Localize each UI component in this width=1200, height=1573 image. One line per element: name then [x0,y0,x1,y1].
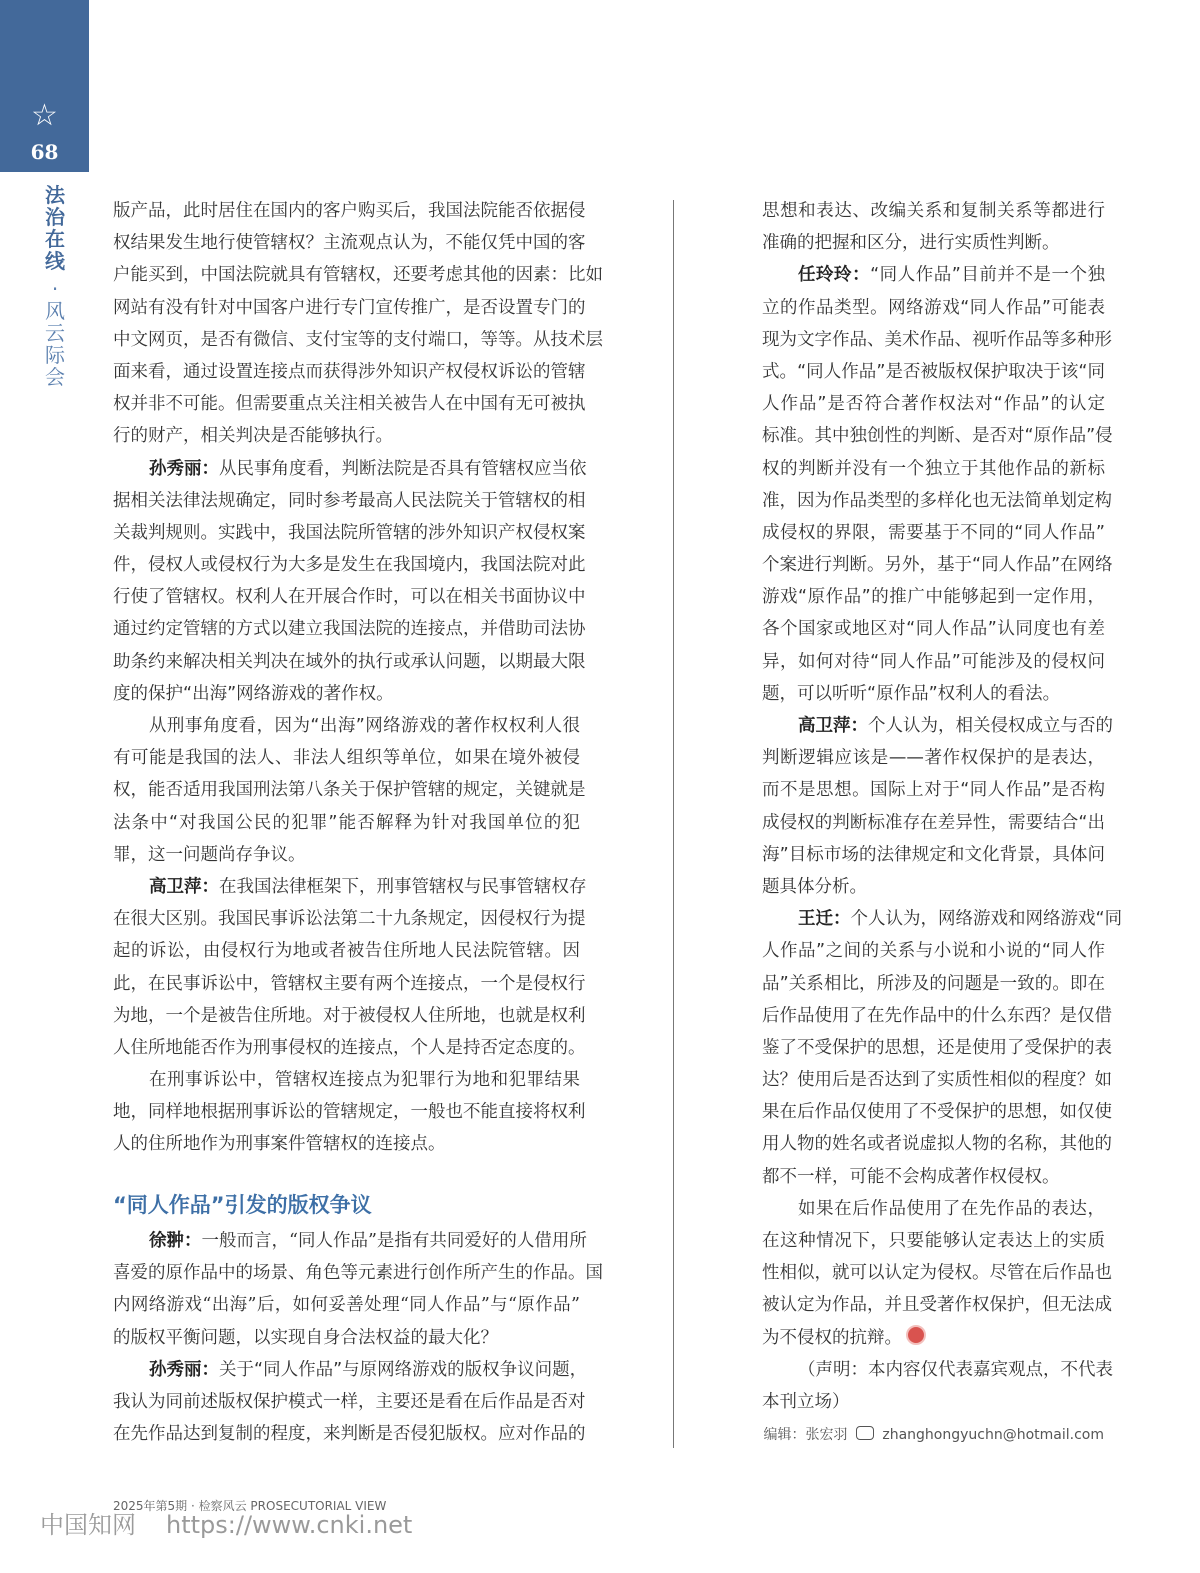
line-text: 异，如何对待“同人作品”可能涉及的侵权问 [762,651,1105,672]
text-line [113,324,603,356]
line-text: 从刑事角度看，因为“出海”网络游戏的著作权权利人很 [149,716,580,736]
text-line [113,195,586,227]
text-line [113,1000,586,1032]
line-text: 题具体分析。 [762,876,867,897]
line-text: 各个国家或地区对“同人作品”认同度也有差 [762,619,1105,640]
text-line [762,903,1123,935]
editor-label: 编辑：张宏羽 [763,1427,848,1443]
text-line [762,678,1105,710]
watermark-name: 中国知网 [40,1511,136,1539]
text-line [762,549,1113,581]
line-text: 品”关系相比，所涉及的问题是一致的。即在 [762,973,1105,994]
line-text: 式。“同人作品”是否被版权保护取决于该“同 [762,361,1105,382]
line-text: 据相关法律法规确定，同时参考最高人民法院关于管辖权的相 [113,490,586,511]
text-line [113,1418,586,1450]
paragraph [113,1225,603,1354]
line-text: 被认定为作品，并且受著作权保护，但无法成 [762,1295,1112,1316]
mail-icon [856,1426,874,1440]
line-text: 起的诉讼，由侵权行为地或者被告住所地人民法院管辖。因 [113,941,580,962]
text-line [762,807,1105,839]
line-text: 而不是思想。国际上对于“同人作品”是否构 [762,780,1105,801]
text-line [113,453,587,485]
text-line [113,485,586,517]
line-text: 人的住所地作为刑事案件管辖权的连接点。 [113,1134,446,1155]
paragraph [762,1354,1113,1418]
text-line [762,935,1105,967]
line-text: 行的财产，相关判决是否能够执行。 [113,426,393,447]
line-text: 准，因为作品类型的多样化也无法简单划定构 [762,490,1112,511]
line-text: 在很大区别。我国民事诉讼法第二十九条规定，因侵权行为提 [113,909,586,930]
line-text: 喜爱的原作品中的场景、角色等元素进行创作所产生的作品。国 [113,1263,603,1284]
line-text: 的版权平衡问题，以实现自身合法权益的最大化？ [113,1327,498,1348]
text-line [113,356,586,388]
line-text: 权结果发生地行使管辖权？主流观点认为，不能仅凭中国的客 [113,233,586,254]
end-mark-icon [906,1325,926,1345]
speaker-name: 王迁： [798,909,851,930]
text-line [762,1128,1112,1160]
text-line [113,774,586,806]
text-line [113,1096,586,1128]
line-text: 法条中“对我国公民的犯罪”能否解释为针对我国单位的犯 [113,812,580,833]
text-line [113,1128,580,1160]
text-line [762,356,1105,388]
line-text: “同人作品”目前并不是一个独 [870,265,1105,286]
line-text: 关于“同人作品”与原网络游戏的版权争议问题， [219,1359,588,1380]
text-line [762,227,1105,259]
line-text: 面来看，通过设置连接点而获得涉外知识产权侵权诉讼的管辖 [113,361,586,382]
text-line [762,485,1112,517]
text-line [762,1354,1113,1386]
line-text: 为不侵权的抗辩。 [762,1327,902,1348]
line-text: 户能买到，中国法院就具有管辖权，还要考虑其他的因素：比如 [113,265,603,286]
text-line [762,1064,1112,1096]
star-icon: ☆ [31,98,58,133]
text-line [762,613,1105,645]
subsection-title: ·风云际会 [45,277,65,389]
line-text: 度的保护“出海”网络游戏的著作权。 [113,683,394,704]
footer-issue: 2025年第5期 · 检察风云 PROSECUTORIAL VIEW [113,1499,387,1513]
text-line [113,420,580,452]
text-line [113,1354,588,1386]
line-text: 成侵权的界限，需要基于不同的“同人作品” [762,522,1105,543]
line-text: 都不一样，可能不会构成著作权侵权。 [762,1166,1060,1187]
text-line [113,227,586,259]
text-line [762,1289,1112,1321]
line-text: 如果在后作品使用了在先作品的表达， [798,1198,1105,1219]
text-line [113,613,586,645]
line-text: 果在后作品仅使用了不受保护的思想，如仅使 [762,1102,1112,1123]
line-text: 标准。其中独创性的判断、是否对“原作品”侵 [762,426,1113,447]
paragraph [113,1064,586,1161]
text-line [762,420,1113,452]
text-line [762,292,1105,324]
line-text: 本刊立场） [762,1391,850,1412]
text-line [762,581,1105,613]
line-text: 用人物的姓名或者说虚拟人物的名称，其他的 [762,1134,1112,1155]
watermark-url: https://www.cnki.net [166,1511,413,1539]
line-text: 版产品，此时居住在国内的客户购买后，我国法院能否依据侵 [113,201,586,221]
page-number: 68 [30,140,59,164]
paragraph [113,453,587,711]
text-line [113,710,580,742]
line-text: 在这种情况下，只要能够认定表达上的实质 [762,1231,1105,1251]
paragraph [762,1193,1112,1354]
line-text: 个人认为，网络游戏和网络游戏“同 [850,909,1123,930]
text-line [762,742,1105,774]
paragraph [762,259,1113,710]
line-text: 权并非不可能。但需要重点关注相关被告人在中国有无可被执 [113,394,586,415]
line-text: 人作品”之间的关系与小说和小说的“同人作 [762,941,1105,962]
text-line [113,1386,586,1418]
line-text: 从民事角度看，判断法院是否具有管辖权应当依 [219,458,587,479]
text-line [113,871,587,903]
line-text: 件，侵权人或侵权行为大多是发生在我国境内，我国法院对此 [113,555,586,576]
line-text: 内网络游戏“出海”后，如何妥善处理“同人作品”与“原作品” [113,1295,580,1316]
text-line [113,1032,586,1064]
speaker-name: 任玲玲： [798,265,871,286]
column-divider [673,200,674,1448]
text-line [113,388,586,420]
text-line [762,259,1105,291]
page-tab [0,0,89,172]
text-line [113,549,586,581]
text-line [762,1257,1112,1289]
text-line [113,581,586,613]
text-line [762,453,1105,485]
line-text: 思想和表达、改编关系和复制关系等都进行 [762,201,1105,221]
speaker-name: 高卫萍： [149,876,219,897]
text-line [762,1193,1105,1225]
text-line [762,517,1105,549]
line-text: （声明：本内容仅代表嘉宾观点，不代表 [798,1359,1113,1380]
speaker-name: 孙秀丽： [149,1359,219,1380]
text-line [762,1386,1105,1418]
line-text: 一般而言，“同人作品”是指有共同爱好的人借用所 [201,1231,587,1251]
text-line [113,839,580,871]
text-line [762,968,1105,1000]
left-column-continued [113,1225,603,1450]
text-line [113,517,586,549]
line-text: 此，在民事诉讼中，管辖权主要有两个连接点，一个是侵权行 [113,973,586,994]
line-text: 为地，一个是被告住所地。对于被侵权人住所地，也就是权利 [113,1005,586,1026]
line-text: 中文网页，是否有微信、支付宝等的支付端口，等等。从技术层 [113,329,603,350]
watermark [40,1505,442,1540]
line-text: 罪，这一问题尚存争议。 [113,844,306,865]
line-text: 后作品使用了在先作品中的什么东西？是仅借 [762,1005,1112,1026]
line-text: 成侵权的判断标准存在差异性，需要结合“出 [762,812,1105,833]
text-line [113,259,603,291]
text-line [113,292,586,324]
line-text: 通过约定管辖的方式以建立我国法院的连接点，并借助司法协 [113,619,586,640]
line-text: 我认为同前述版权保护模式一样，主要还是看在后作品是否对 [113,1391,586,1412]
line-text: 达？使用后是否达到了实质性相似的程度？如 [762,1070,1112,1091]
text-line [113,807,580,839]
text-line [113,1225,587,1257]
line-text: 权的判断并没有一个独立于其他作品的新标 [762,458,1105,479]
left-column [113,195,603,1161]
line-text: 在刑事诉讼中，管辖权连接点为犯罪行为地和犯罪结果 [149,1070,580,1091]
line-text: 个人认为，相关侵权成立与否的 [868,716,1113,736]
speaker-name: 高卫萍： [798,716,868,736]
line-text: 有可能是我国的法人、非法人组织等单位，如果在境外被侵 [113,748,580,769]
line-text: 人住所地能否作为刑事侵权的连接点，个人是持否定态度的。 [113,1037,586,1058]
text-line [113,935,580,967]
text-line [762,839,1105,871]
text-line [762,324,1112,356]
text-line [113,646,586,678]
text-line [762,646,1105,678]
line-text: 个案进行判断。另外，基于“同人作品”在网络 [762,555,1113,576]
line-text: 行使了管辖权。权利人在开展合作时，可以在相关书面协议中 [113,587,586,608]
line-text: 海”目标市场的法律规定和文化背景，具体问 [762,844,1105,865]
text-line [762,871,1105,903]
text-line [762,388,1105,420]
line-text: 人作品”是否符合著作权法对“作品”的认定 [762,394,1105,415]
line-text: 性相似，就可以认定为侵权。尽管在后作品也 [762,1263,1112,1284]
line-text: 助条约来解决相关判决在域外的执行或承认问题，以期最大限 [113,651,586,672]
line-text: 网站有没有针对中国客户进行专门宣传推广，是否设置专门的 [113,297,586,318]
text-line [113,968,586,1000]
line-text: 关裁判规则。实践中，我国法院所管辖的涉外知识产权侵权案 [113,522,586,543]
speaker-name: 徐翀： [149,1231,202,1251]
text-line [762,1225,1105,1257]
line-text: 判断逻辑应该是——著作权保护的是表达， [762,748,1105,769]
line-text: 鉴了不受保护的思想，还是使用了受保护的表 [762,1037,1112,1058]
text-line [113,742,580,774]
line-text: 游戏“原作品”的推广中能够起到一定作用， [762,587,1105,608]
editor-email[interactable]: zhanghongyuchn@hotmail.com [882,1427,1104,1443]
right-column [762,195,1123,1418]
section-title: 法治在线 [45,183,65,273]
paragraph [762,903,1123,1193]
text-line [113,678,580,710]
paragraph [113,1354,588,1451]
text-line [762,1000,1112,1032]
line-text: 在我国法律框架下，刑事管辖权与民事管辖权存 [219,876,587,897]
section-label [42,184,68,388]
line-text: 地，同样地根据刑事诉讼的管辖规定，一般也不能直接将权利 [113,1102,586,1123]
line-text: 权，能否适用我国刑法第八条关于保护管辖的规定，关键就是 [113,780,586,801]
line-text: 在先作品达到复制的程度，来判断是否侵犯版权。应对作品的 [113,1424,586,1445]
speaker-name: 孙秀丽： [149,458,219,479]
paragraph [113,195,603,453]
text-line [762,1096,1112,1128]
line-text: 准确的把握和区分，进行实质性判断。 [762,233,1060,254]
paragraph [762,710,1113,903]
text-line [113,1257,603,1289]
text-line [113,1322,580,1354]
text-line [762,195,1105,227]
text-line [762,710,1113,742]
paragraph [113,871,587,1064]
editor-credit [763,1424,1104,1444]
paragraph [113,710,586,871]
text-line [762,1322,1105,1354]
line-text: 现为文字作品、美术作品、视听作品等多种形 [762,329,1112,350]
paragraph [762,195,1105,259]
text-line [113,903,586,935]
text-line [113,1289,580,1321]
text-line [762,774,1105,806]
text-line [762,1161,1105,1193]
line-text: 题，可以听听“原作品”权利人的看法。 [762,683,1061,704]
text-line [762,1032,1112,1064]
text-line [113,1064,580,1096]
section-heading: “同人作品”引发的版权争议 [113,1193,372,1217]
line-text: 立的作品类型。网络游戏“同人作品”可能表 [762,297,1105,318]
